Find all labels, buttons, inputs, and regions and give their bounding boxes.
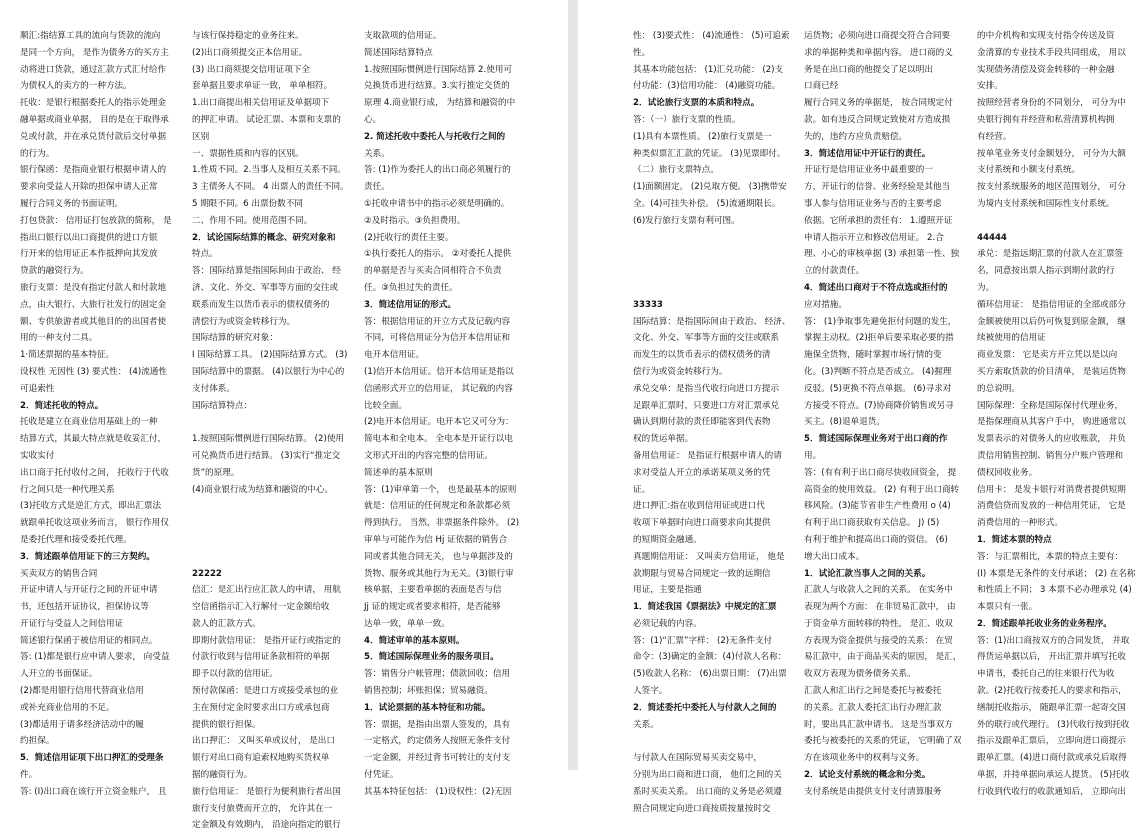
text-line: 时，要出具汇款申请书。 这是当事双方 [804, 719, 953, 730]
text-line: 责信用销售控制、销售分户账户管理和 [977, 450, 1124, 461]
text-line: 是指保理商从其客户手中， 购进通常以 [977, 417, 1126, 428]
text-line: 联系而发生以货币表示的债权债务的 [192, 299, 330, 310]
text-line: 施保全货物，随时掌握市场行情的变 [804, 350, 942, 361]
text-line: 信函形式开立的信用证， 其记载的内容 [364, 383, 513, 394]
text-line: 买方索取货款的价目清单， 是装运货物 [977, 366, 1126, 377]
text-line: 2．试论国际结算的概念、研究对象和 [192, 232, 336, 243]
text-column [633, 28, 793, 814]
text-line: I 国际结算工具。 (2)国际结算方式。 (3) [192, 350, 348, 361]
text-line: 2．简述托收的特点。 [20, 400, 104, 411]
text-line: 答：(1)“汇票”字样： (2)无条件支付 [633, 635, 773, 646]
text-line: 实收实付 [20, 450, 55, 461]
text-line: 国际结算特点： [192, 400, 253, 411]
text-line: 人签字。 [633, 686, 668, 697]
text-line: 名，同意按出票人指示到期付款的行 [977, 266, 1115, 277]
text-line: (3)托收方式是逆汇方式，即出汇票法 [20, 501, 162, 512]
text-line: 答：(有有利于出口商尽快收回资金， 提 [804, 467, 957, 478]
text-line: 循环信用证： 是指信用证的全部或部分 [977, 299, 1126, 310]
text-line: 为债权人的卖方的一种方法。 [20, 81, 132, 92]
text-line: 安排。 [977, 81, 1003, 92]
text-line: 答: (1)作为委托人的出口商必须履行的 [364, 165, 511, 176]
page-gap [568, 0, 578, 770]
text-line: 方接受不符点。(7)协商降价销售或另寻 [804, 400, 954, 411]
text-line: 收项下单据时向进口商要求向其提供 [633, 518, 771, 529]
right-page [578, 0, 1144, 814]
text-line: 就是：信用证的任何规定和条款都必须 [364, 501, 511, 512]
text-line: 易汇款中，由于商品买卖的原因， 是汇， [804, 652, 962, 663]
text-line: 付功能：(3)信用功能： (4)融资功能。 [633, 81, 781, 92]
text-line: 的中介机构和实现支付指令传送及资 [977, 31, 1115, 41]
text-line: 其基本特征包括： (1)设权性：(2)无因 [364, 786, 512, 797]
text-line: 申请书，委托自己的往来银行代为收 [977, 669, 1115, 680]
text-line: 用的一种支付二具。 [20, 333, 98, 344]
text-line: 行收到代收行的收款通知后， 立即向出 [977, 786, 1126, 797]
text-line: 1.出口商提出相关信用证及单据项下 [192, 98, 330, 109]
text-line: 的短期资金融通。 [633, 534, 702, 545]
text-line: 履行合同义务的书面证明。 [20, 198, 124, 209]
text-line: 缮制托收指示， 随跟单汇票一起寄交国 [977, 702, 1126, 713]
text-line: 简述单的基本原则 [364, 467, 433, 478]
text-line: 发票表示的对债务人的应收账款， 并负 [977, 434, 1126, 445]
text-line: 跟单汇票。(4)进口商付款或承兑后取得 [977, 753, 1127, 764]
text-line: 答：国际结算是指国际间由于政治、 经 [192, 266, 341, 277]
text-line: 就跟单托收这项业务而言， 银行作用仅 [20, 518, 169, 529]
text-line: 用证，主要是指通 [633, 585, 702, 596]
text-line: ①执行委托人的指示。 ②对委托人提供 [364, 249, 512, 260]
text-line [192, 532, 352, 549]
text-line: 全。(4)可挂失补偿。 (5)流通期限长。 [633, 198, 781, 209]
text-line: 款期限与贸易合同规定一致的远期信 [633, 568, 771, 579]
text-line: 的押汇申请。 试论汇票、本票和支票的 [192, 114, 341, 125]
text-line: 开证行与受益人之间信用证 [20, 618, 124, 629]
text-line: 比较全面。 [364, 400, 407, 411]
text-line: (I) 本票是无条件的支付承诺； (2) 在名称 [977, 568, 1136, 579]
text-line: 与该行保持稳定的业务往来。 [192, 31, 304, 41]
text-line: 点，由大银行、大旅行社发行的固定金 [20, 299, 167, 310]
left-page [0, 0, 568, 831]
text-column [977, 28, 1142, 797]
text-line: (1)具有本票性质。 (2)旅行支票是一 [633, 131, 772, 142]
text-line [633, 280, 793, 297]
text-line: 旅行支付旅费而开立的， 允许其在一 [192, 803, 333, 814]
text-line: 有利于出口商获取有关信息。 J) (5) [804, 518, 940, 529]
text-line: 求的单据种类和单据内容。 进口商的义 [804, 47, 953, 58]
text-line: 单据，并持单据向承运人提货。 (5)托收 [977, 770, 1130, 781]
text-line: 旅行支票：是没有指定付款人和付款地 [20, 282, 167, 293]
text-line: 买主。(8)退单退货。 [804, 417, 885, 428]
text-line: 必须记载的内容。 [633, 618, 702, 629]
text-line: 额、专供旅游者或其他目的的出国者使 [20, 316, 167, 327]
text-line: 的行为。 [20, 148, 55, 159]
text-line: 或补充商业信用的不足。 [20, 702, 115, 713]
text-line: 据的融资行为。 [192, 770, 253, 781]
text-line: 和性质上不同； 3 本票不必办理承兑 (4) [977, 585, 1132, 596]
text-line: 委托与被委托的关系的凭证， 它明确了双 [804, 736, 962, 747]
text-line: 方在该项业务中的权利与义务。 [804, 753, 925, 764]
text-line: 得货运单据以后， 开出汇票并填写托收 [977, 652, 1126, 663]
text-line: 5．简述国际保理业务的服务项目。 [364, 652, 499, 663]
text-line: 答: (I)出口商在该行开立资金账户， 且 [20, 786, 167, 797]
text-line: 设权性 无因性 (3) 要式性： (4)流通性 [20, 366, 167, 377]
text-line: 进口押汇:指在收到信用证或进口代 [633, 501, 765, 512]
text-line: 答：票据，是指由出票人签发的，具有 [364, 719, 511, 730]
text-line: 44444 [977, 232, 1007, 243]
text-line: 付凭证。 [364, 770, 399, 781]
text-line: 答：根据信用证的开立方式及记载内容 [364, 316, 511, 327]
text-line: 特点。 [192, 249, 218, 260]
text-line: 提供的银行担保。 [192, 719, 261, 730]
text-line: 其基本功能包括： (1)汇兑功能： (2)支 [633, 64, 784, 75]
text-line: 答：(1)出口商按双方的合同发货， 并取 [977, 635, 1130, 646]
text-line: 答：(1)审单第一个， 也是最基本的原则 [364, 484, 517, 495]
text-line: 外的联行或代理行。 (3)代收行按到托收 [977, 719, 1130, 730]
text-line: (3) 出口商须提交信用证项下全 [192, 64, 311, 75]
text-line: 二、作用不同。使用范围不同。 [192, 215, 313, 226]
text-line: 心。 [364, 114, 382, 125]
text-line: 运货物；必须向进口商提交符合合同要 [804, 31, 951, 41]
text-line: 一、票据性质和内容的区别。 [192, 148, 304, 159]
text-line: 化。(3)判断不符点是否成立。 (4)握理 [804, 366, 952, 377]
text-line: 确认到期付款的责任即能客到代表物 [633, 417, 771, 428]
text-line: 按支付系统服务的地区范围划分， 可分 [977, 182, 1126, 193]
text-line: 得到执行。 当然，非票据条件除外。 (2) [364, 518, 520, 529]
text-line [633, 230, 793, 247]
text-line: 原理 4.商业银行成， 为结算和融资的中 [364, 98, 516, 109]
text-line: 1．试论汇款当事人之间的关系。 [804, 568, 931, 579]
text-line: 济、文化、外交、军事等方面的交往或 [192, 282, 339, 293]
text-line: 商业发票： 它是卖方开立凭以是以向 [977, 350, 1118, 361]
text-line: 消费信贷而发放的一种信用凭证， 它是 [977, 501, 1126, 512]
text-line: 金清算的专业技术手段共同组成， 用以 [977, 47, 1126, 58]
text-line: 简述银行保函于被信用证的相同点。 [20, 635, 158, 646]
text-line: 增大出口成本。 [804, 551, 865, 562]
text-line: 1.按照国际惯例进行国际结算。 (2)使用 [192, 434, 345, 445]
text-line: 同或者其他合同无关， 也与单据涉及的 [364, 551, 513, 562]
text-line: 金额被使用以后仍可恢复到原金额， 继 [977, 316, 1126, 327]
text-line: 5．简述国际保理业务对于出口商的作 [804, 434, 948, 445]
text-line: 支付系统和小额支付系统。 [977, 165, 1081, 176]
text-line: 的关系。汇款人委托汇出行办理汇款 [804, 702, 942, 713]
text-line: 关系。 [633, 719, 659, 730]
text-line: 按照经营者身份的不同划分， 可分为中 [977, 98, 1126, 109]
text-line: 行开来的信用证正本作抵押向其发放 [20, 249, 158, 260]
text-line: 顺汇:指结算工具的流向与货款的流向 [20, 31, 161, 41]
text-line: 即期付款信用证： 是指开证行或指定的 [192, 635, 341, 646]
text-line: Jj 证的规定或者要求相符，是否能够 [364, 602, 501, 613]
text-line: (3)都适用于请多经济活动中的履 [20, 719, 144, 730]
text-line: 3．简述信用证中开证行的责任。 [804, 148, 931, 159]
text-line: 指出口银行以出口商提供的进口方银 [20, 232, 158, 243]
text-line: 文形式开出的内容完整的信用证。 [364, 450, 493, 461]
text-line: 央银行拥有并经营和私营清算机构拥 [977, 114, 1115, 125]
text-line: (2)都是用银行信用代替商业信用 [20, 686, 144, 697]
text-line: (4)商业银行成为结算和融资的中心。 [192, 484, 334, 495]
text-line: 有经营。 [977, 131, 1012, 142]
text-line: 本票只有一张。 [977, 602, 1038, 613]
text-line: 是委托代理和接受委托代理。 [20, 534, 132, 545]
text-line: 2．试论支付系统的概念和分类。 [804, 770, 931, 781]
text-line: 2．简述委托中委托人与付款人之间的 [633, 702, 777, 713]
text-line: 1.按照国际惯例进行国际结算 2.使用可 [364, 64, 513, 75]
text-line: 国际保理：全称是国际保付代理业务， [977, 400, 1124, 411]
text-line: 求对受益人开立的承诺某项义务的凭 [633, 467, 771, 478]
text-line: 约担保。 [20, 736, 55, 747]
text-line [192, 549, 352, 566]
text-line: 理、小心的审核单据 (3) 承担第一性、独 [804, 249, 960, 260]
text-line: 旅行信用证： 是银行为便利旅行者出国 [192, 786, 341, 797]
text-line: 国际结算中的票据。 (4)以银行为中心的 [192, 366, 345, 377]
text-line: 于资金单方面转移的特性， 是汇、收双 [804, 618, 953, 629]
text-line: 方表现为资金提供与接受的关系： 在贸 [804, 635, 953, 646]
text-line: 1.性质不同。2.当事人及相互关系不同。 [192, 165, 346, 176]
text-line: 不同，可将信用证分为信开本信用证和 [364, 333, 511, 344]
text-line: 3．简述信用证的形式。 [364, 299, 456, 310]
text-line: 移风险。(3)能节省非生产性费用 o (4) [804, 501, 951, 512]
text-line: 依据。它所承担的责任有： 1.遵照开证 [804, 215, 953, 226]
text-column [192, 28, 352, 831]
text-line: 答： (1)争取事先避免拒付问题的发生， [804, 316, 957, 327]
text-line: 要求向受益人开除的担保申请人正常 [20, 182, 158, 193]
text-line: 空信函指示汇入行解付一定金额给收 [192, 602, 330, 613]
text-line [192, 498, 352, 515]
text-line: 1．简述我国《票据法》中规定的汇票 [633, 602, 777, 613]
text-line: 证。 [633, 484, 651, 495]
text-line [192, 515, 352, 532]
text-line: 支付体系。 [192, 383, 235, 394]
text-line: 书，还包括开证协议，担保协议等 [20, 602, 149, 613]
text-line: 的单据是否与买卖合同相符合不负责 [364, 266, 502, 277]
text-line: 备用信用证： 是指证行根据申请人的请 [633, 450, 782, 461]
text-line: 简电本和全电本。 全电本是开证行以电 [364, 434, 513, 445]
text-line: 可追索性 [20, 383, 55, 394]
text-line: 与付款人在国际贸易买卖交易中， [633, 753, 762, 764]
text-line: 承兑交单：是指当代收行向进口方提示 [633, 383, 780, 394]
text-line: 22222 [192, 568, 222, 579]
text-line [633, 263, 793, 280]
text-line: 清偿行为或资金转移行为。 [192, 316, 296, 327]
text-line: 销售控制；坏账担保；贸易融资。 [364, 686, 493, 697]
text-line: 3．简述跟单信用证下的三方契约。 [20, 551, 155, 562]
text-line: 申请人指示开立和修改信用证。 2.合 [804, 232, 944, 243]
text-line: (1)信开本信用证。信开本信用证是指以 [364, 366, 514, 377]
text-line: 按单笔业务支付金额划分， 可分为大额 [977, 148, 1126, 159]
text-line: 实现债务清偿及资金转移的一种金融 [977, 64, 1115, 75]
text-line: 性： (3)要式性： (4)流通性： (5)可追索 [633, 31, 790, 41]
text-line: 动将进口货款，通过汇款方式汇付给作 [20, 64, 167, 75]
text-line: 信汇：是汇出行应汇款人的申请， 用航 [192, 585, 341, 596]
text-line: 文化、外交、军事等方面的交往或联系 [633, 333, 780, 344]
text-line: 主在预付定金时要求出口方或承包商 [192, 702, 330, 713]
text-line: (5)收款人名称： (6)出票日期： (7)出票 [633, 669, 787, 680]
text-line: 托收是建立在商业信用基础上的一种 [20, 417, 158, 428]
text-line: 款人的汇款方式。 [192, 618, 261, 629]
text-line: 货”的原理。 [192, 467, 240, 478]
text-line [633, 733, 793, 750]
text-line: 口商已经 [804, 81, 839, 92]
text-line: 4．简述审单的基本原则。 [364, 635, 465, 646]
text-line: 是同一个方向， 是作为债务方的买方主 [20, 47, 169, 58]
text-line: 区别 [192, 131, 210, 142]
text-line: 人开立的书面保证。 [20, 669, 98, 680]
text-line: 履行合同义务的单据是， 按合同规定付 [804, 98, 953, 109]
text-line: 责任。 [364, 182, 390, 193]
text-line: 1．简述本票的特点 [977, 534, 1052, 545]
text-line: 预付款保函：是进口方或接受承包的业 [192, 686, 339, 697]
text-line: 2．试论旅行支票的本质和特点。 [633, 98, 760, 109]
text-line: 为境内支付系统和国际性支付系统。 [977, 198, 1115, 209]
text-line: 用。 [804, 450, 822, 461]
text-line: 承兑：是指远期汇票的付款人在汇票签 [977, 249, 1124, 260]
text-line: 务是在出口商的他提交了足以明出 [804, 64, 933, 75]
text-line [633, 246, 793, 263]
text-line: 定金额及有效期内， 沿途向指定的银行 [192, 820, 341, 831]
text-line: 反驳。(5)更换不符点单据。 (6)寻求对 [804, 383, 952, 394]
text-line: 行之间只是一种代理关系 [20, 484, 115, 495]
text-line: 一定金额，并经过背书可转让的支付支 [364, 753, 511, 764]
text-line: 银行保函：是指商业银行根据申请人的 [20, 165, 167, 176]
text-line: 33333 [633, 299, 663, 310]
text-line: (6)发行旅行支票有利可图。 [633, 215, 740, 226]
text-line: 关系。 [364, 148, 390, 159]
text-line: 方，开证行的信誉、业务经验是其他当 [804, 182, 951, 193]
text-line: 为。 [977, 282, 995, 293]
text-line: 打包贷款： 信用证打包放款的简称， 是 [20, 215, 172, 226]
text-line [977, 213, 1142, 230]
text-line: 任。③负担过失的责任。 [364, 282, 458, 293]
text-line: 分别为出口商和进口商， 他们之间的关 [633, 770, 782, 781]
text-line: 事人参与信用证业务与否的主要考虑 [804, 198, 942, 209]
text-line: 的总说明。 [977, 383, 1020, 394]
text-line: 出口商于托付收付之间， 托收行于代收 [20, 467, 169, 478]
text-line: 信用卡： 是发卡银行对消费者提供短期 [977, 484, 1126, 495]
text-line: 债权回收业务。 [977, 467, 1038, 478]
text-line: 种类似票汇汇款的凭证。 (3)见票即付。 [633, 148, 786, 159]
text-line: 消费信用的一种形式。 [977, 518, 1063, 529]
text-line: 贷款的融资行为。 [20, 266, 89, 277]
text-line: 汇款人和汇出行之间是委托与被委托 [804, 686, 942, 697]
text-line: 权的货运单据。 [633, 434, 694, 445]
text-line: 出口押汇： 又叫买单或议付， 是出口 [192, 736, 335, 747]
text-line: 货物、服务或其他行为无关。(3)银行审 [364, 568, 514, 579]
text-line: 即予以付款的信用证。 [192, 669, 278, 680]
text-line: 审单与可能作为信 Hj 证依据的销售合 [364, 534, 508, 545]
text-line: 1．试论票据的基本特征和功能。 [364, 702, 491, 713]
text-line: 应对措施。 [804, 299, 847, 310]
text-line: 付款行收到与信用证条款相符的单据 [192, 652, 330, 663]
text-line: 而发生的以货币表示的债权债务的清 [633, 350, 771, 361]
text-line: 真题期信用证： 又叫卖方信用证， 他是 [633, 551, 785, 562]
text-line: 电开本信用证。 [364, 350, 425, 361]
text-line: (2)电开本信用证。电开本它又可分为： [364, 417, 514, 428]
text-line: 足跟单汇票时，只要进口方对汇票承兑 [633, 400, 780, 411]
text-line: 性。 [633, 47, 651, 58]
text-line: 支取款项的信用证。 [364, 31, 442, 41]
text-line: 系时买卖关系。 出口商的义务是必须遵 [633, 786, 782, 797]
text-column [804, 28, 972, 797]
text-line: ②及时指示。③负担费用。 [364, 215, 466, 226]
text-line: 1·简述票据的基本特征。 [20, 350, 115, 361]
text-line: 一定格式，约定债务人按照无条件支付 [364, 736, 511, 747]
text-line: 国际结算：是指国际间由于政治、 经济、 [633, 316, 791, 327]
text-line: 有利于维护和提高出口商的资信。 (6) [804, 534, 948, 545]
text-line: (2)出口商须提交正本信用证。 [192, 47, 308, 58]
text-line: 5 期限不同。6 出票份数不同 [192, 198, 303, 209]
text-line: 达单一致，单单一致。 [364, 618, 450, 629]
text-line: 2. 简述托收中委托人与托收行之间的 [364, 131, 506, 142]
text-line: 立的付款责任。 [804, 266, 865, 277]
text-column [20, 28, 178, 797]
text-line: 套单据且要求单证一致， 单单相符。 [192, 81, 333, 92]
text-line: 银行对出口商有追索权地购买货权单 [192, 753, 330, 764]
text-line: 指示及跟单汇票后， 立即向进口商提示 [977, 736, 1126, 747]
text-line: 支付系统是由提供支付支付清算服务 [804, 786, 942, 797]
text-line: 答：销售分户帐管理；债款回收；信用 [364, 669, 511, 680]
text-line: 答：与汇票相比，本票的特点主要有： [977, 551, 1124, 562]
text-line: 5．简述信用证项下出口押汇的受理条 [20, 753, 164, 764]
text-line [192, 414, 352, 431]
text-line: 答：（一）旅行支票的性质。 [633, 114, 741, 125]
text-line: 命令：(3)确定的金额：(4)付款人名称： [633, 652, 787, 663]
text-line: 高资金的使用效益。 (2) 有利于出口商转 [804, 484, 960, 495]
text-line: 买卖双方的销售合同 [20, 568, 98, 579]
text-line: 表现为两个方面： 在非贸易汇款中， 由 [804, 602, 956, 613]
text-line: (2)托收行的责任主要。 [364, 232, 454, 243]
text-line: 可兑换货币进行结算。 (3)实行“推定交 [192, 450, 341, 461]
text-line: 2．简述跟单托收业务的业务程序。 [977, 618, 1112, 629]
text-line: ①托收申请书中的指示必须是明确的。 [364, 198, 510, 209]
text-column [364, 28, 534, 797]
text-line: 简述国际结算特点 [364, 47, 433, 58]
text-line: 答: (1)都是银行应申请人要求， 向受益 [20, 652, 170, 663]
text-line: 结算方式，其最大特点就是收妥汇付， [20, 434, 167, 445]
text-line: 4．简述出口商对于不符点选或拒付的 [804, 282, 948, 293]
text-line: 开证申请人与开证行之间的开证申请 [20, 585, 158, 596]
text-line: 开证行是信用证业务中最重要的一 [804, 165, 933, 176]
text-line: 兑或付款，并在承兑货付款后交付单据 [20, 131, 167, 142]
text-line: 失的，违约方应负责赔偿。 [804, 131, 908, 142]
text-line: 国际结算的研究对象： [192, 333, 278, 344]
text-line: 照合同规定向进口商按质按量按时交 [633, 803, 771, 814]
text-line: 汇款人与收款人之间的关系。 在实务中 [804, 585, 953, 596]
text-line: 3 主债务人不同。 4 出票人的责任不同。 [192, 182, 349, 193]
text-line: 收双方表现为债务债务关系。 [804, 669, 916, 680]
text-line: 款。如有违反合同规定致使对方造成损 [804, 114, 951, 125]
text-line: 核单据，主要看单据的表面是否与信 [364, 585, 502, 596]
text-line: 托收：是银行根据委托人的指示处理金 [20, 98, 167, 109]
text-line: 件。 [20, 770, 38, 781]
text-line: (1)面额固定。 (2)兑取方便。 (3)携带安 [633, 182, 787, 193]
text-line: 融单据或商业单据， 目的是在于取得承 [20, 114, 169, 125]
text-line: （二）旅行支票特点。 [633, 165, 719, 176]
text-line: 偿行为或资金转移行为。 [633, 366, 728, 377]
text-line: 兑换货币进行结算。3.实行推定交货的 [364, 81, 510, 92]
text-line: 掌握主动权。(2)拒单后要采取必要的措 [804, 333, 954, 344]
text-line: 款。(2)托收行按委托人的要求和指示， [977, 686, 1127, 697]
text-line: 续被使用的信用证 [977, 333, 1046, 344]
